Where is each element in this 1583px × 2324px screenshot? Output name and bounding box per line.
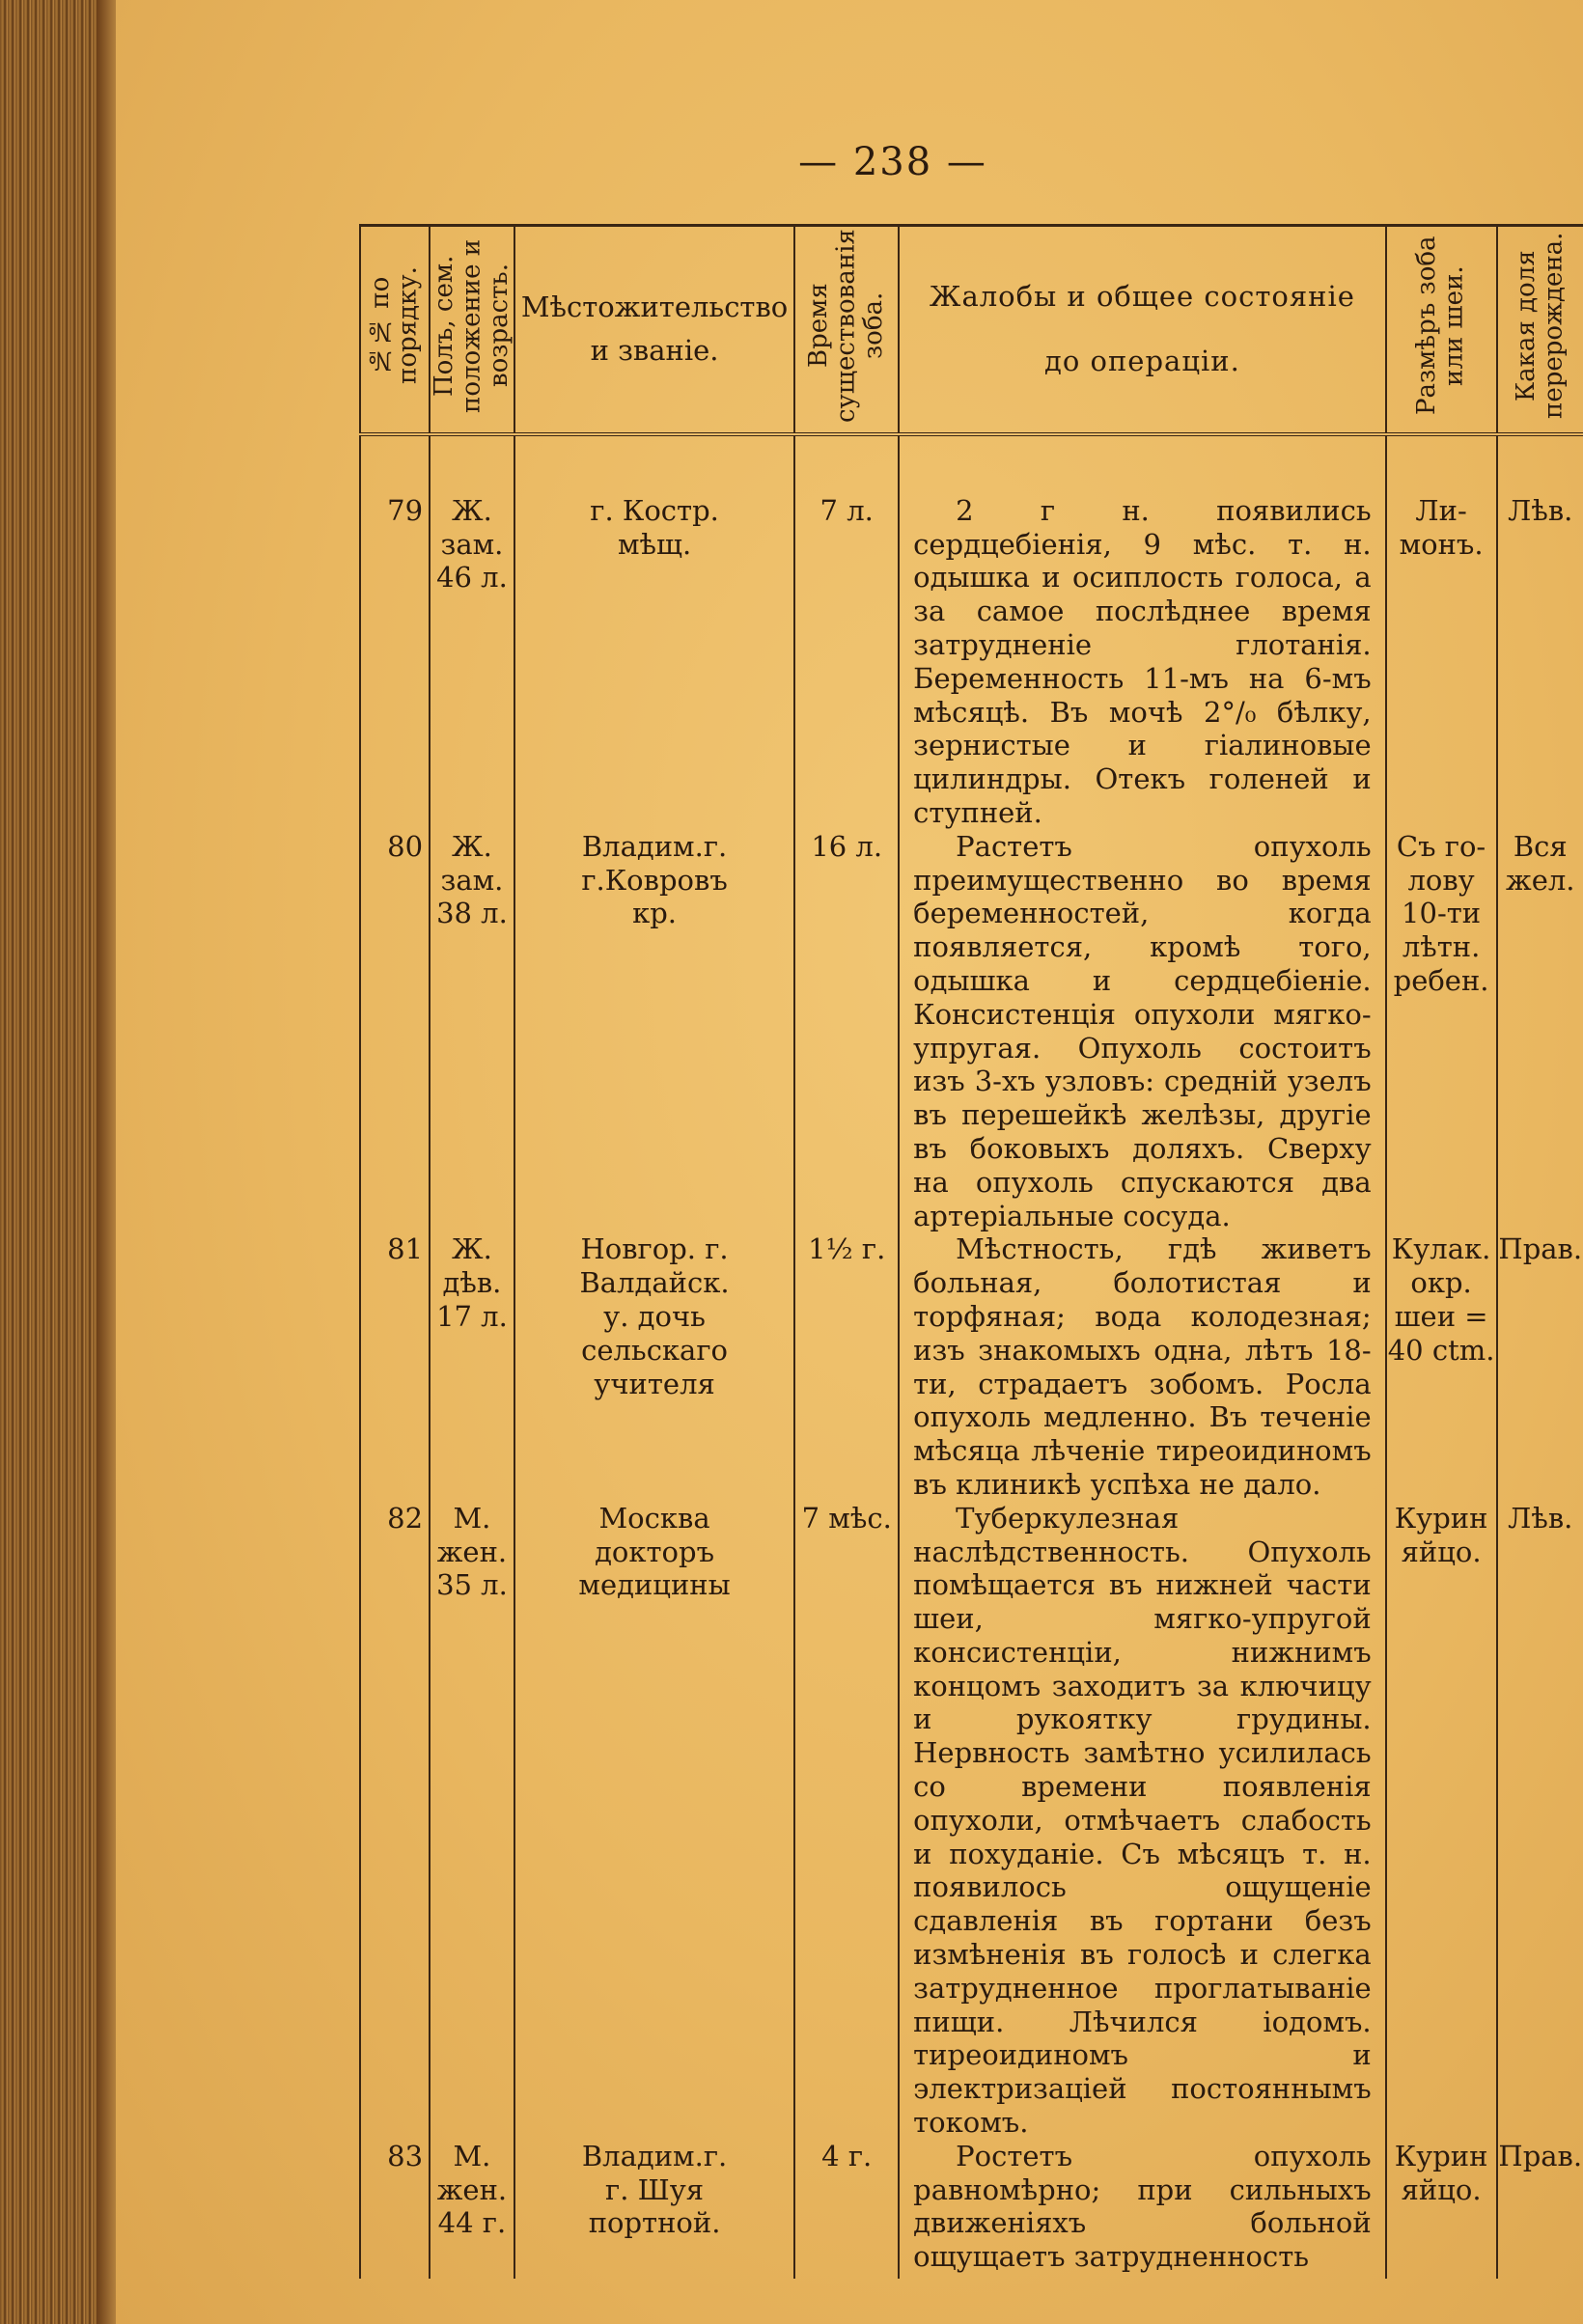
- case-sex: М. жен. 44 г.: [430, 2140, 514, 2279]
- case-number: 81: [360, 1232, 430, 1501]
- table-row: [360, 1502, 1583, 2140]
- case-duration: 16 л.: [794, 830, 899, 1233]
- case-size: Съ го- лову 10-ти лѣтн. ребен.: [1386, 830, 1497, 1233]
- table-row: [360, 1232, 1583, 1501]
- case-duration: 7 мѣс.: [794, 1502, 899, 2140]
- case-sex: Ж. зам. 38 л.: [430, 830, 514, 1233]
- table-row: [360, 494, 1583, 830]
- case-size: Курин яйцо.: [1386, 2140, 1497, 2279]
- table-row: [360, 830, 1583, 1233]
- case-sex: Ж. зам. 46 л.: [430, 494, 514, 830]
- case-complaint: Ростетъ опухоль равномѣрно; при сильныхъ движеніяхъ больной ощущаетъ затрудненность: [899, 2140, 1386, 2279]
- case-sex: М. жен. 35 л.: [430, 1502, 514, 2140]
- goiter-cases-table: [359, 224, 1583, 2279]
- case-size: Кулак. окр. шеи = 40 ctm.: [1386, 1232, 1497, 1501]
- header-size: Размѣръ зоба или шеи.: [1386, 226, 1497, 434]
- case-size: Курин яйцо.: [1386, 1502, 1497, 2140]
- page-number: — 238 —: [798, 140, 987, 184]
- case-duration: 1½ г.: [794, 1232, 899, 1501]
- case-residence: Москва докторъ медицины: [514, 1502, 794, 2140]
- header-complaints: Жалобы и общее состояніе до операціи.: [899, 226, 1386, 434]
- case-residence: Новгор. г. Валдайск. у. дочь сельскаго учителя: [514, 1232, 794, 1501]
- case-complaint: Растетъ опухоль преимущественно во время беременностей, когда появляется, кромѣ того, одышка и сердцебіеніе. Консистенція опухоли мягко-упругая. Опухоль состоитъ изъ 3-хъ узловъ: средній узелъ въ перешейкѣ желѣзы, другіе въ боковыхъ доляхъ. Сверху на опухоль спускаются два артеріальные сосуда.: [899, 830, 1386, 1233]
- header-num: №№ по порядку.: [360, 226, 430, 434]
- spacer-row: [360, 434, 1583, 494]
- case-number: 80: [360, 830, 430, 1233]
- case-complaint: Мѣстность, гдѣ живетъ больная, болотистая и торфяная; вода колодезная; изъ знакомыхъ одна, лѣтъ 18-ти, страдаетъ зобомъ. Росла опухоль медленно. Въ теченіе мѣсяца лѣченіе тиреоидиномъ въ клиникѣ успѣха не дало.: [899, 1232, 1386, 1501]
- case-lobe: Лѣв.: [1497, 1502, 1583, 2140]
- case-complaint: 2 г н. появились сердцебіенія, 9 мѣс. т. н. одышка и осиплость голоса, а за самое послѣднее время затрудненіе глотанія. Беременность 11-мъ на 6-мъ мѣсяцѣ. Въ мочѣ 2°/₀ бѣлку, зернистые и гіалиновые цилиндры. Отекъ голеней и ступней.: [899, 494, 1386, 830]
- header-sex: Полъ, сем. положение и возрасть.: [430, 226, 514, 434]
- case-residence: Владим.г. г.Ковровъ кр.: [514, 830, 794, 1233]
- case-duration: 4 г.: [794, 2140, 899, 2279]
- case-duration: 7 л.: [794, 494, 899, 830]
- header-residence: Мѣстожительство и званіе.: [514, 226, 794, 434]
- case-lobe: Вся жел.: [1497, 830, 1583, 1233]
- case-lobe: Лѣв.: [1497, 494, 1583, 830]
- case-lobe: Прав.: [1497, 1232, 1583, 1501]
- case-complaint: Туберкулезная наслѣдственность. Опухоль помѣщается въ нижней части шеи, мягко-упругой консистенціи, нижнимъ концомъ заходитъ за ключицу и рукоятку грудины. Нервность замѣтно усилилась со времени появленія опухоли, отмѣчаетъ слабость и похуданіе. Съ мѣсяцъ т. н. появилось ощущеніе сдавленія въ гортани безъ измѣненія въ голосѣ и слегка затрудненное проглатываніе пищи. Лѣчился іодомъ. тиреоидиномъ и электризаціей постояннымъ токомъ.: [899, 1502, 1386, 2140]
- header-duration: Время существованія зоба.: [794, 226, 899, 434]
- case-sex: Ж. дѣв. 17 л.: [430, 1232, 514, 1501]
- case-residence: г. Костр. мѣщ.: [514, 494, 794, 830]
- table-header-row: [360, 226, 1583, 434]
- table-row: [360, 2140, 1583, 2279]
- case-number: 83: [360, 2140, 430, 2279]
- case-number: 82: [360, 1502, 430, 2140]
- header-lobe: Какая доля перерождена.: [1497, 226, 1583, 434]
- case-lobe: Прав.: [1497, 2140, 1583, 2279]
- case-size: Ли- монъ.: [1386, 494, 1497, 830]
- case-residence: Владим.г. г. Шуя портной.: [514, 2140, 794, 2279]
- case-number: 79: [360, 494, 430, 830]
